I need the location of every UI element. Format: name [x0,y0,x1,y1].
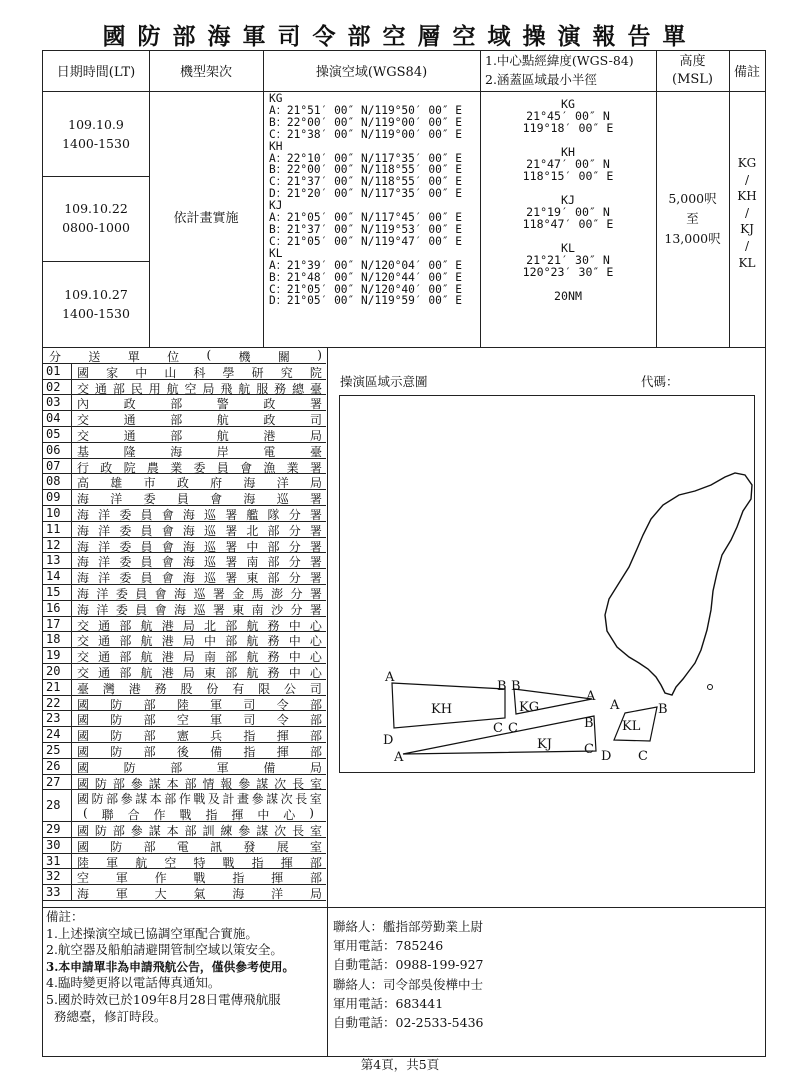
map-label-kg-b: B [511,679,521,694]
distribution-no: 27 [46,774,61,789]
distribution-row [43,442,326,459]
distribution-row [43,363,326,380]
contact-military-phone-1: 軍用電話：785246 [333,938,444,954]
distribution-no: 33 [46,885,61,900]
distribution-no: 24 [46,727,61,742]
distribution-row [43,426,326,443]
schedule-date-1: 109.10.9 [68,117,124,132]
distribution-separator [71,394,72,410]
schedule-time-2: 0800-1000 [62,220,130,235]
distribution-separator [71,505,72,521]
distribution-no: 04 [46,411,61,426]
header-airspace: 操演空域(WGS84) [315,65,428,80]
distribution-no: 30 [46,837,61,852]
map-label-kl-b: B [658,702,668,717]
distribution-unit-name: 國 防 部 陸 軍 司 令 部 [77,697,322,712]
airspace-coordinates: KG A：21°51′ 00″ N/119°50′ 00″ E B：22°00′ 00″ N/119°00′ 00″ E C：21°38′ 00″ N/119°00′ 00″ E KH A：22°10′ 00″ N/117°35′ 00″ E B：22°00′ 00″ N/118°55′ 00″ E C：21°37′ 00″ N/118°55′ 00″ E D：21°20′ 00″ N/117°35′ 00″ E KJ A：21°05′ 00″ N/117°45′ 00″ E B：21°37′ 00″ N/119°53′ 00″ E C：21°05′ 00″ N/119°47′ 00″ E KL A：21°39′ 00″ N/120°04′ 00″ E B：21°48′ 00″ N/120°44′ 00″ E C：21°05′ 00″ N/120°40′ 00″ E D：21°05′ 00″ N/119°59′ 00″ E [269,92,463,308]
distribution-row [43,853,326,870]
header-center-point: 1.中心點經緯度(WGS-84) [485,53,634,68]
distribution-unit-name: 國 防 部 憲 兵 指 揮 部 [77,729,322,744]
distribution-row [43,774,326,791]
distribution-separator [71,568,72,584]
distribution-no: 09 [46,490,61,505]
contact-person-2: 聯絡人：司令部吳俊樺中士 [333,976,484,992]
distribution-separator [71,552,72,568]
note-5-cont: 務總臺，修訂時段。 [54,1008,167,1024]
distribution-row [43,458,326,475]
contacts-section [333,917,753,1032]
distribution-separator [71,821,72,837]
schedule-date-2: 109.10.22 [64,201,128,216]
distribution-unit-name: 基 隆 海 岸 電 臺 [77,444,322,459]
distribution-row [43,379,326,396]
distribution-separator [71,647,72,663]
distribution-no: 17 [46,616,61,631]
distribution-row [43,742,326,759]
distribution-no: 28 [46,798,61,813]
distribution-separator [71,410,72,426]
report-form [42,50,766,1057]
center-points: KG 21°45′ 00″ N 119°18′ 00″ E KH 21°47′ 00″ N 118°15′ 00″ E KJ 21°19′ 00″ N 118°47′ 00″ E KL 21°21′ 30″ N 120°23′ 30″ E 20NM [522,97,614,303]
distribution-separator [71,679,72,695]
distribution-unit-name-2: ( 聯 合 作 戰 指 揮 中 心 ) [83,806,314,823]
distribution-unit-name: 海 洋 委 員 會 海 巡 署 [77,492,322,507]
map-label-kj-b: B [584,716,594,731]
distribution-separator [71,426,72,442]
distribution-separator [71,442,72,458]
distribution-unit-name: 內 政 部 警 政 署 [77,397,322,412]
distribution-row [43,679,326,696]
map-label-kl-d: D [601,749,612,764]
distribution-separator [71,537,72,553]
distribution-no: 13 [46,553,61,568]
contact-military-phone-2: 軍用電話：683441 [333,995,444,1011]
distribution-no: 29 [46,822,61,836]
distribution-unit-name: 交 通 部 航 港 局 南 部 航 務 中 心 [77,650,322,665]
distribution-row [43,837,326,854]
distribution-separator [71,489,72,505]
report-title: 國防部海軍司令部空層空域操演報告單 [102,23,698,50]
distribution-unit-name: 行 政 院 農 業 委 員 會 漁 業 署 [77,460,322,475]
distribution-row [43,410,326,427]
distribution-row [43,726,326,743]
distribution-row [43,821,326,838]
distribution-no: 21 [46,679,61,694]
map-label-kg-a: A [586,689,596,704]
distribution-unit-name: 國 防 部 電 訊 發 展 室 [77,839,322,854]
distribution-row [43,537,326,554]
distribution-row [43,710,326,727]
distribution-separator [71,695,72,711]
distribution-no: 32 [46,869,61,884]
distribution-row [43,473,326,490]
lanyu-island [708,685,713,690]
note-1: 1.上述操演空域已協調空軍配合實施。 [46,925,258,941]
map-label-kh-d: D [383,733,394,748]
page-footer: 第4頁，共5頁 [360,1057,440,1072]
distribution-list [43,347,327,907]
distribution-no: 23 [46,711,61,726]
exercise-area-map [339,395,755,773]
map-label-kh: KH [431,702,453,717]
distribution-no: 26 [46,758,61,773]
map-label-kh-b: B [497,679,507,694]
distribution-unit-name: 海 洋 委 員 會 海 巡 署 北 部 分 署 [77,523,322,538]
distribution-no: 18 [46,632,61,647]
note-5: 5.國於時效已於109年8月28日電傳飛航服 [46,991,281,1007]
distribution-no: 15 [46,585,61,599]
header-min-radius: 2.涵蓋區域最小半徑 [485,72,597,87]
distribution-unit-name: 海 洋 委 員 會 海 巡 署 艦 隊 分 署 [77,508,322,522]
distribution-row [43,489,326,506]
distribution-unit-name: 高 雄 市 政 府 海 洋 局 [77,476,322,491]
distribution-unit-name: 海 軍 大 氣 海 洋 局 [77,887,322,902]
distribution-unit-name: 交 通 部 航 政 司 [77,413,322,428]
distribution-unit-name: 國 防 部 空 軍 司 令 部 [77,713,322,728]
altitude-high: 13,000呎 [664,231,721,246]
distribution-row [43,695,326,712]
header-altitude: 高度 [679,54,706,69]
distribution-no: 08 [46,474,61,489]
distribution-row [43,521,326,538]
distribution-unit-name: 交 通 部 航 港 局 東 部 航 務 中 心 [77,666,322,680]
distribution-separator [71,663,72,679]
distribution-unit-name: 海 洋 委 員 會 海 巡 署 中 部 分 署 [77,539,322,554]
header-datetime: 日期時間(LT) [56,65,136,80]
distribution-no: 06 [46,442,61,457]
distribution-no: 01 [46,363,61,378]
schedule-time-3: 1400-1530 [62,306,130,321]
map-label-kj-c: C [584,742,594,757]
distribution-unit-name: 臺 灣 港 務 股 份 有 限 公 司 [77,681,322,696]
distribution-no: 07 [46,458,61,473]
distribution-row [43,584,326,601]
distribution-unit-name: 國 家 中 山 科 學 研 究 院 [77,365,322,380]
contact-person-1: 聯絡人：艦指部勞勤業上尉 [333,919,484,934]
distribution-no: 12 [46,537,61,552]
distribution-header-text: 分 送 單 位 ( 機 關 ) [49,348,322,364]
map-label-kl: KL [622,719,641,734]
header-aircraft: 機型架次 [179,65,232,80]
distribution-unit-name: 交 通 部 民 用 航 空 局 飛 航 服 務 總 臺 [77,381,322,396]
distribution-no: 10 [46,506,61,520]
aircraft-plan: 依計畫實施 [173,211,239,226]
distribution-unit-name: 海 洋 委 員 會 海 巡 署 東 南 沙 分 署 [77,602,322,617]
distribution-row [43,552,326,569]
distribution-no: 20 [46,664,61,678]
distribution-no: 03 [46,395,61,410]
distribution-row [43,505,326,522]
distribution-unit-name: 國 防 部 參 謀 本 部 情 報 參 謀 次 長 室 [77,776,322,791]
distribution-separator [71,742,72,758]
distribution-header [43,347,326,364]
distribution-unit-name: 交 通 部 航 港 局 [77,429,322,443]
distribution-unit-name: 交 通 部 航 港 局 中 部 航 務 中 心 [77,634,322,649]
distribution-no: 14 [46,569,61,584]
distribution-separator [71,758,72,774]
contact-auto-phone-2: 自動電話：02-2533-5436 [333,1015,484,1031]
altitude-to: 至 [686,211,699,226]
distribution-no: 05 [46,427,61,441]
map-label-kh-a: A [385,670,395,685]
remarks-areas: KG / KH / KJ / KL [737,156,757,270]
distribution-row [43,789,326,822]
distribution-separator [71,631,72,647]
distribution-no: 19 [46,648,61,663]
distribution-row [43,616,326,633]
distribution-separator [71,789,72,821]
distribution-unit-name: 交 通 部 航 港 局 北 部 航 務 中 心 [77,618,322,633]
distribution-separator [71,363,72,379]
distribution-row [43,394,326,411]
map-label-kl-a: A [610,698,620,713]
distribution-separator [71,884,72,900]
distribution-separator [71,868,72,884]
distribution-separator [71,837,72,853]
distribution-unit-name: 國 防 部 軍 備 局 [77,760,322,775]
distribution-no: 11 [46,521,61,536]
map-label-kj-a: A [394,750,404,765]
distribution-unit-name: 空 軍 作 戰 指 揮 部 [77,871,322,886]
distribution-row [43,758,326,775]
distribution-row [43,663,326,680]
distribution-row [43,868,326,885]
distribution-unit-name: 海 洋 委 員 會 海 巡 署 東 部 分 署 [77,571,322,586]
taiwan-outline [605,473,752,695]
distribution-separator [71,726,72,742]
distribution-separator [71,584,72,600]
distribution-no: 25 [46,743,61,757]
map-label-kg-c: C [508,721,518,736]
map-label-kl-c: C [638,749,648,764]
header-altitude-unit: (MSL) [672,72,713,87]
distribution-unit-name: 國 防 部 參 謀 本 部 訓 練 參 謀 次 長 室 [77,824,322,838]
distribution-unit-name: 國 防 部 參 謀 本 部 作 戰 及 計 畫 參 謀 次 長 室 [77,792,322,807]
distribution-no: 02 [46,379,61,394]
schedule-date-3: 109.10.27 [64,287,128,302]
distribution-unit-name: 海 洋 委 員 會 海 巡 署 金 馬 澎 分 署 [77,587,322,601]
distribution-separator [71,710,72,726]
distribution-no: 22 [46,695,61,710]
distribution-separator [71,379,72,395]
distribution-row [43,647,326,664]
distribution-separator [71,521,72,537]
distribution-separator [71,616,72,632]
note-3: 3.本申請單非為申請飛航公告，僅供參考使用。 [46,959,295,974]
distribution-no: 16 [46,600,61,615]
map-title: 操演區域示意圖 [340,374,428,389]
distribution-unit-name: 國 防 部 後 備 指 揮 部 [77,745,322,759]
schedule-time-1: 1400-1530 [62,136,130,151]
distribution-unit-name: 陸 軍 航 空 特 戰 指 揮 部 [77,855,322,870]
map-code-label: 代碼： [641,374,679,389]
distribution-separator [71,600,72,616]
distribution-separator [71,853,72,869]
header-remarks: 備註 [733,65,760,80]
note-2: 2.航空器及船舶請避開管制空域以策安全。 [46,942,283,958]
map-label-kg: KG [519,700,540,715]
notes-section [46,909,324,1025]
distribution-no: 31 [46,853,61,868]
distribution-row [43,884,326,901]
map-label-kj: KJ [537,737,552,752]
contact-auto-phone-1: 自動電話：0988-199-927 [333,957,484,973]
distribution-separator [71,473,72,489]
distribution-separator [71,458,72,474]
distribution-unit-name: 海 洋 委 員 會 海 巡 署 南 部 分 署 [77,555,322,570]
distribution-separator [71,774,72,790]
notes-header: 備註： [46,909,84,924]
distribution-row [43,631,326,648]
map-label-kh-c: C [493,721,503,736]
distribution-row [43,600,326,617]
distribution-row [43,568,326,585]
note-4: 4.臨時變更將以電話傳真通知。 [46,975,221,991]
altitude-low: 5,000呎 [668,191,717,206]
